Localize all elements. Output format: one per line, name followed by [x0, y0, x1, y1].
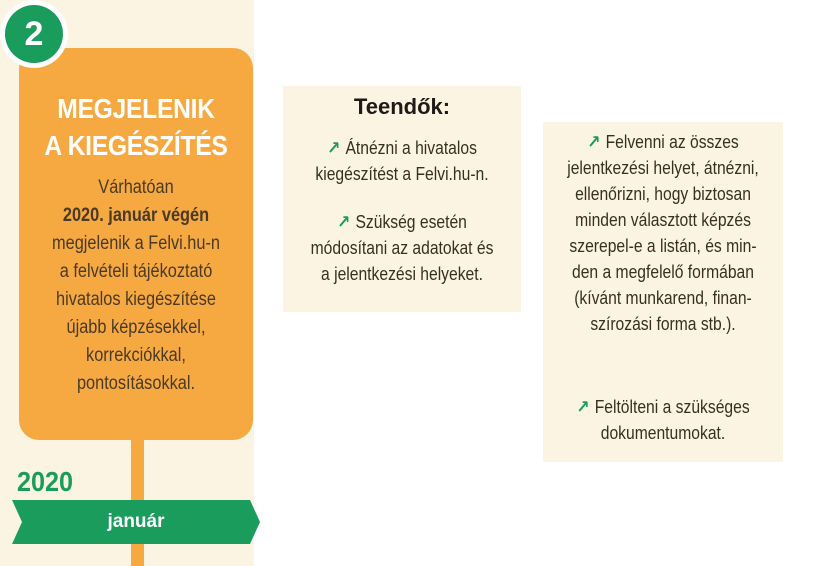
todo-item-line: Felvenni az összes	[605, 132, 739, 152]
todo-item-line: Feltölteni a szükséges	[594, 397, 750, 417]
todo-item-line: szírozási forma stb.).	[590, 314, 736, 334]
todo-item-line: dokumentumokat.	[600, 423, 726, 443]
milestone-title-line-2: A KIEGÉSZÍTÉS	[44, 130, 228, 161]
month-label: január	[107, 511, 165, 532]
milestone-description-line: pontosításokkal.	[76, 373, 196, 394]
todo-box-continued	[543, 122, 783, 462]
milestone-description-line: a felvételi tájékoztató	[59, 261, 213, 282]
month-ribbon	[12, 500, 260, 544]
milestone-title-line-1: MEGJELENIK	[57, 93, 215, 124]
todo-item-line: Szükség esetén	[355, 212, 467, 232]
step-number: 2	[5, 5, 63, 63]
milestone-card	[19, 48, 253, 440]
milestone-description-line: megjelenik a Felvi.hu-n	[51, 233, 221, 254]
todo-item	[559, 394, 768, 446]
todo-item-line: jelentkezési helyet, átnézni,	[567, 158, 759, 178]
todo-title: Teendők:	[353, 94, 451, 119]
timeline-year: 2020	[17, 466, 74, 497]
timeline-line	[131, 430, 144, 566]
todo-item-line: szerepel-e a listán, és min-	[569, 236, 757, 256]
milestone-description-line: hivatalos kiegészítése	[56, 289, 216, 310]
milestone-description-line: Várhatóan	[98, 177, 174, 198]
todo-item	[559, 129, 768, 337]
step-badge	[0, 0, 68, 68]
arrow-up-right-icon: ↗	[576, 397, 590, 417]
todo-item-line: módosítani az adatokat és	[310, 238, 494, 258]
arrow-up-right-icon: ↗	[587, 132, 601, 152]
milestone-title	[33, 90, 239, 164]
milestone-description-line: újabb képzésekkel,	[66, 317, 206, 338]
todo-item-line: minden választott képzés	[575, 210, 751, 230]
todo-item	[298, 209, 505, 287]
todo-item	[298, 135, 505, 187]
milestone-date: 2020. január végén	[62, 205, 210, 226]
todo-item-line: den a megfelelő formában	[572, 262, 754, 282]
todo-item-line: (kívánt munkarend, finan-	[574, 288, 752, 308]
todo-item-line: a jelentkezési helyeket.	[321, 264, 483, 284]
todo-item-line: kiegészítést a Felvi.hu-n.	[315, 164, 489, 184]
todo-item-line: ellenőrizni, hogy biztosan	[575, 184, 751, 204]
todo-item-line: Átnézni a hivatalos	[345, 138, 477, 158]
milestone-description	[41, 174, 232, 398]
milestone-description-line: korrekciókkal,	[86, 345, 186, 366]
arrow-up-right-icon: ↗	[327, 138, 341, 158]
todo-box	[283, 86, 521, 312]
arrow-up-right-icon: ↗	[337, 212, 351, 232]
